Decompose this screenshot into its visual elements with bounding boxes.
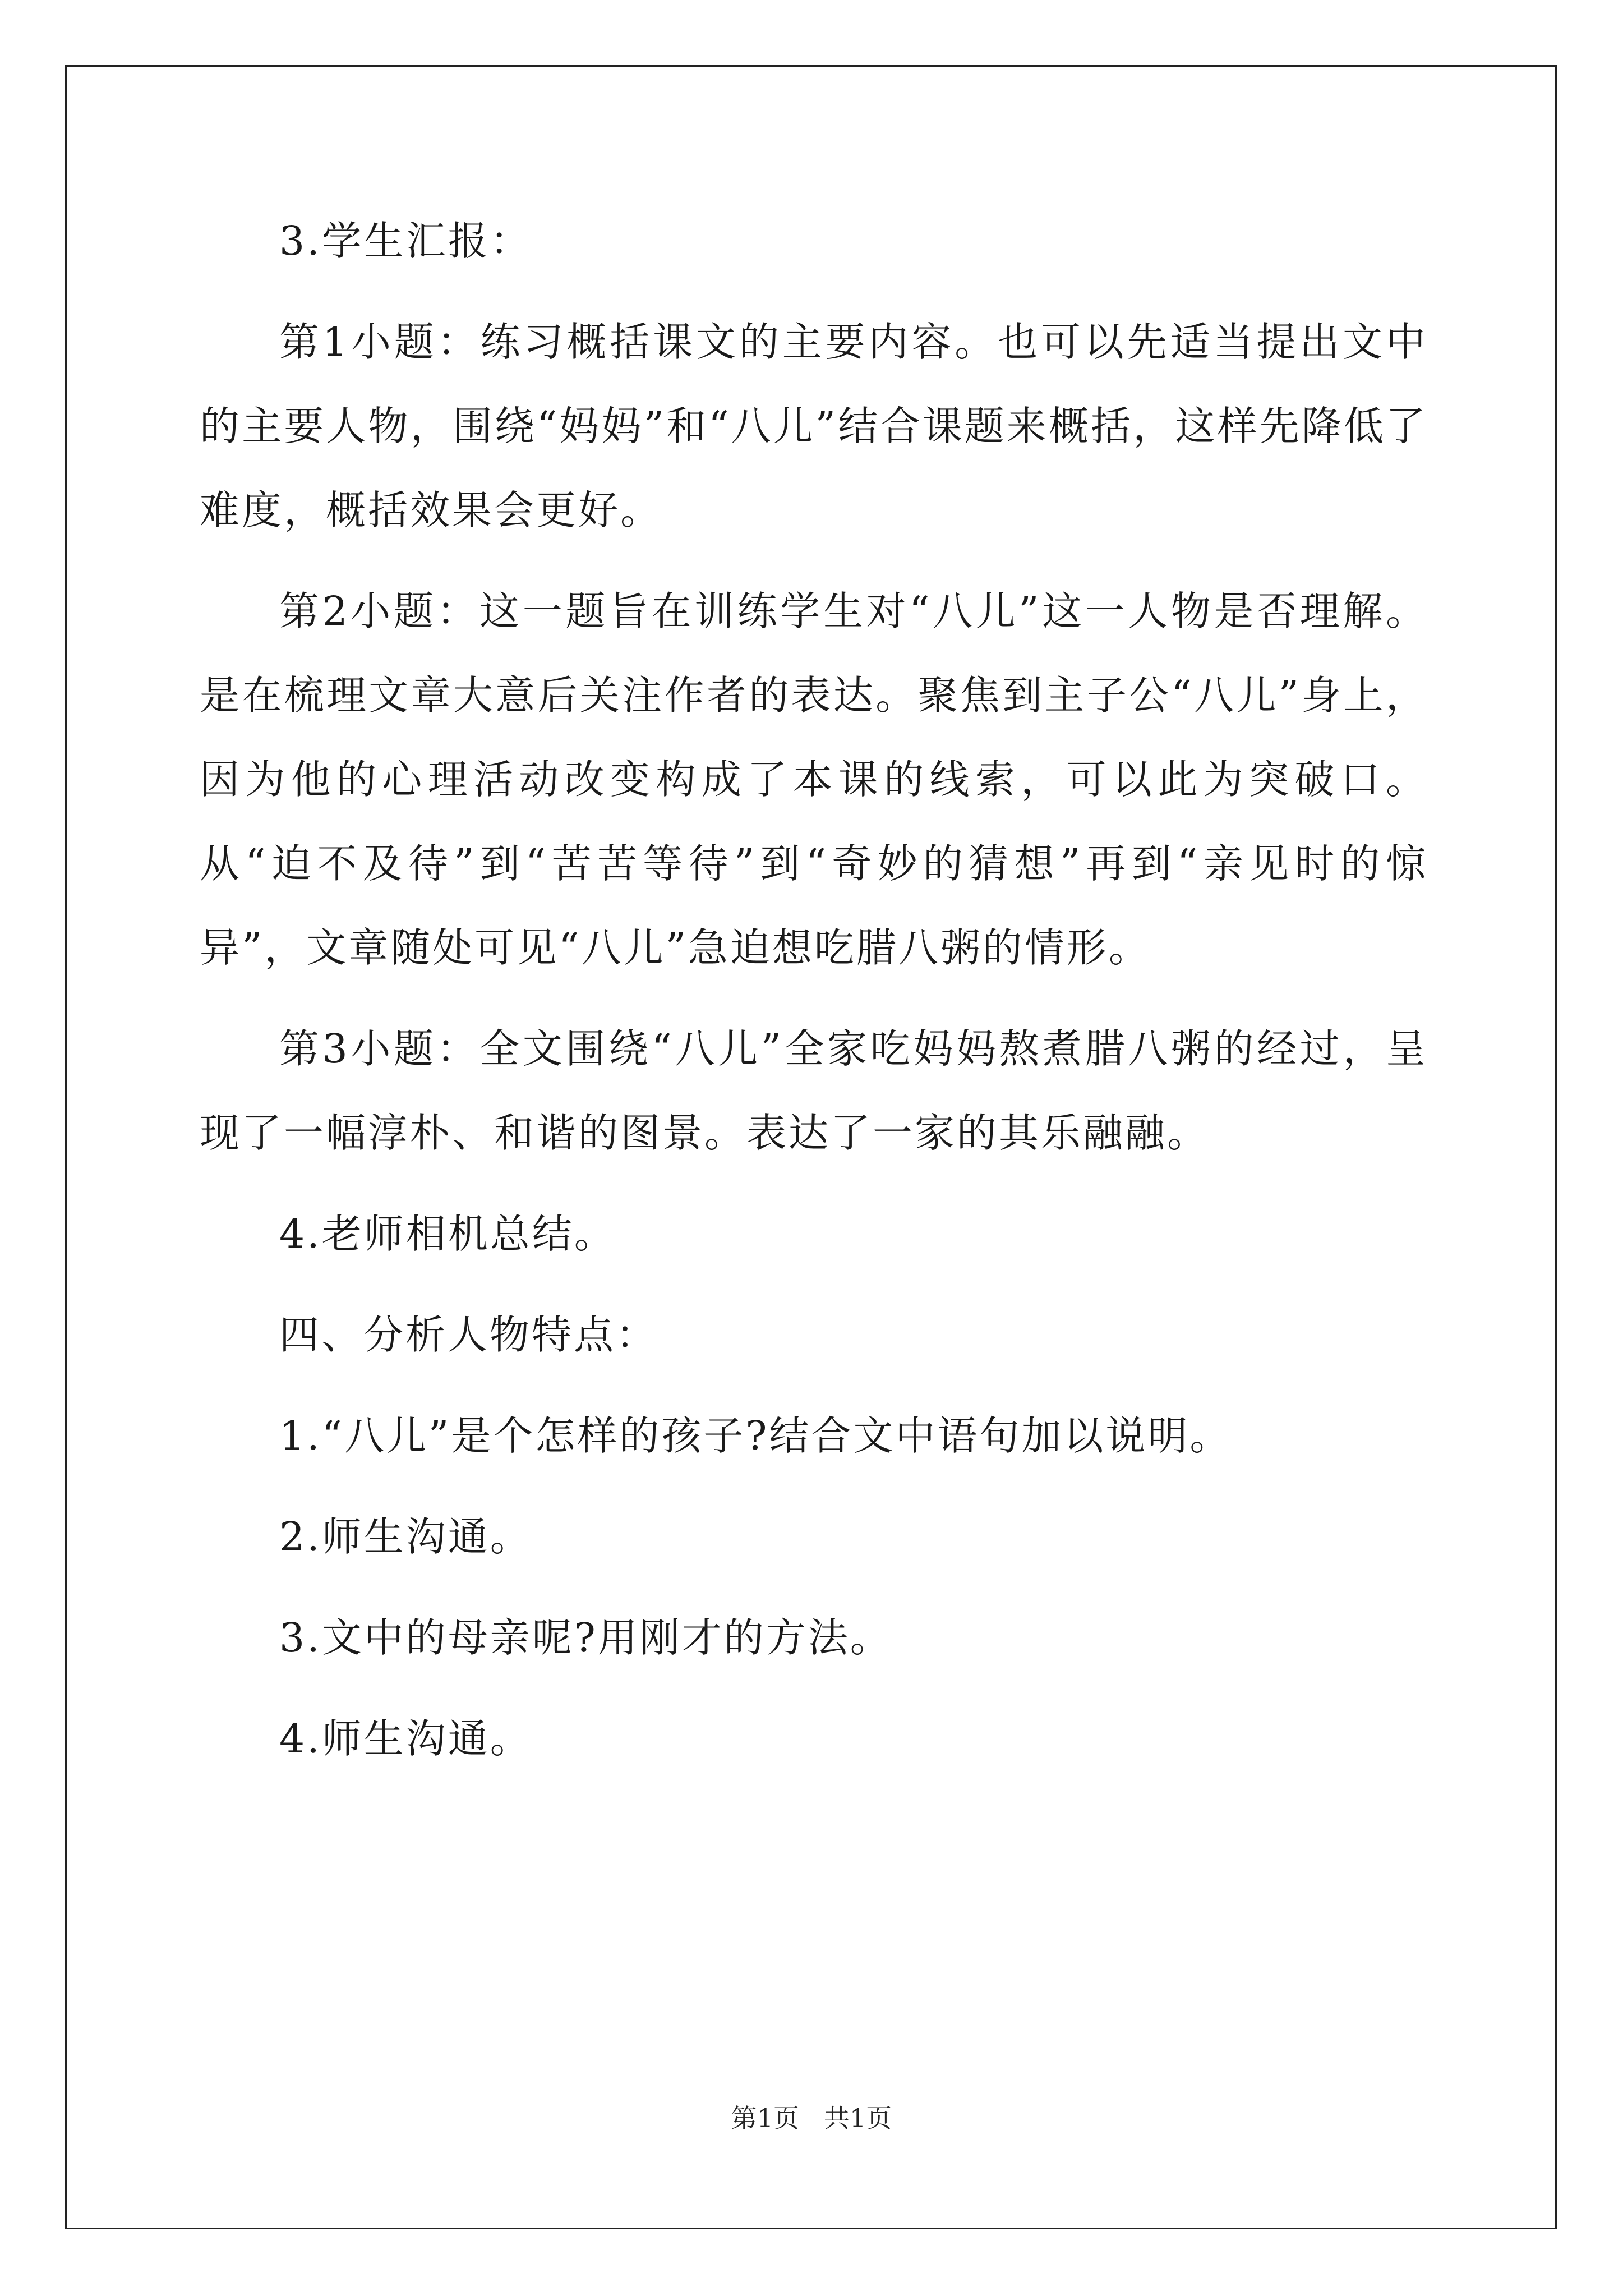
paragraph-question-2: 第2小题：这一题旨在训练学生对“八儿”这一人物是否理解。是在梳理文章大意后关注作者的表达。聚焦到主子公“八儿”身上，因为他的心理活动改变构成了本课的线索，可以此为突破口。从“迫不及待”到“苦苦等待”到“奇妙的猜想”再到“亲见时的惊异”，文章随处可见“八儿”急迫想吃腊八粥的情形。 [200, 588, 1428, 971]
document-body [200, 199, 1428, 1798]
section-heading-character-analysis: 四、分析人物特点： [279, 1312, 658, 1358]
paragraph-item-2: 2.师生沟通。 [279, 1513, 532, 1560]
paragraph-question-1: 第1小题：练习概括课文的主要内容。也可以先适当提出文中的主要人物，围绕“妈妈”和“八儿”结合课题来概括，这样先降低了难度，概括效果会更好。 [200, 319, 1428, 533]
paragraph-student-report: 3.学生汇报： [279, 218, 532, 264]
page-number: 第1页 [731, 2103, 800, 2133]
page-footer [0, 2098, 1623, 2135]
paragraph-question-3: 第3小题：全文围绕“八儿”全家吃妈妈熬煮腊八粥的经过，呈现了一幅淳朴、和谐的图景。表达了一家的其乐融融。 [200, 1025, 1428, 1156]
paragraph-item-3: 3.文中的母亲呢?用刚才的方法。 [279, 1614, 892, 1661]
paragraph-teacher-summary: 4.老师相机总结。 [279, 1211, 616, 1257]
page-total: 共1页 [823, 2103, 892, 2133]
paragraph-item-1: 1.“八儿”是个怎样的孩子?结合文中语句加以说明。 [279, 1412, 1232, 1459]
paragraph-item-4: 4.师生沟通。 [279, 1715, 532, 1762]
